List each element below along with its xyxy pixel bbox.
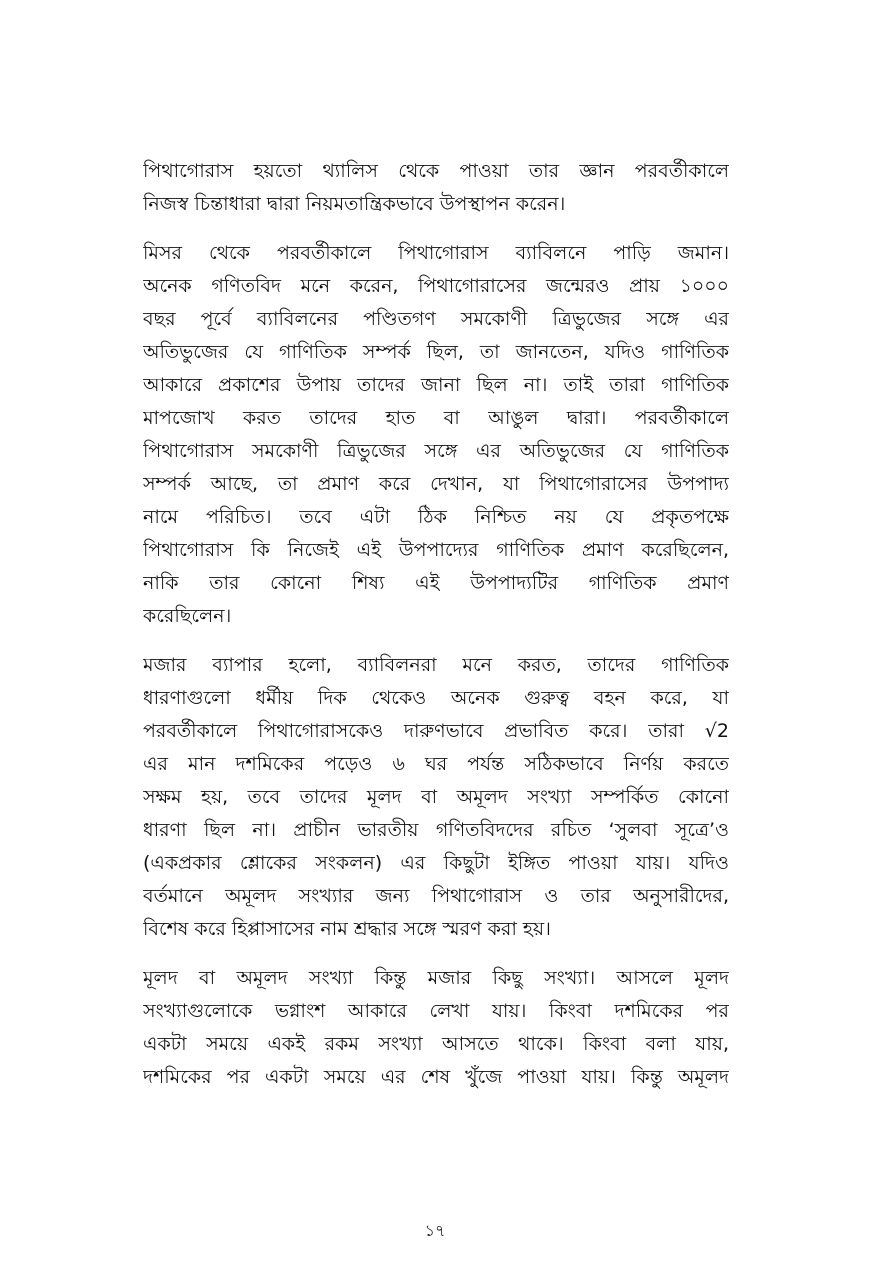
text-line: একটা সময়ে একই রকম সংখ্যা আসতে থাকে। কিংবা বলা যায়, <box>143 1033 729 1055</box>
text-line: বছর পূর্বে ব্যাবিলনের পণ্ডিতগণ সমকোণী ত্রিভুজের সঙ্গে এর <box>143 308 729 330</box>
text-line: সম্পর্ক আছে, তা প্রমাণ করে দেখান, যা পিথাগোরাসের উপপাদ্য <box>143 473 729 495</box>
paragraph-1 <box>143 155 729 221</box>
text-line: দশমিকের পর একটা সময়ে এর শেষ খুঁজে পাওয়া যায়। কিন্তু অমূলদ <box>143 1066 729 1088</box>
text-line: আকারে প্রকাশের উপায় তাদের জানা ছিল না। তাই তারা গাণিতিক <box>143 374 729 396</box>
text-line: (একপ্রকার শ্লোকের সংকলন) এর কিছুটা ইঙ্গিত পাওয়া যায়। যদিও <box>143 852 729 874</box>
text-line: নামে পরিচিত। তবে এটা ঠিক নিশ্চিত নয় যে প্রকৃতপক্ষে <box>143 506 729 528</box>
paragraph-4 <box>143 962 729 1094</box>
text-line: এর মান দশমিকের পড়েও ৬ ঘর পর্যন্ত সঠিকভাবে নির্ণয় করতে <box>143 753 729 775</box>
text-line: পিথাগোরাস সমকোণী ত্রিভুজের সঙ্গে এর অতিভুজের যে গাণিতিক <box>143 440 729 462</box>
text-line: বিশেষ করে হিপ্পাসাসের নাম শ্রদ্ধার সঙ্গে স্মরণ করা হয়। <box>143 918 551 940</box>
text-line: পিথাগোরাস কি নিজেই এই উপপাদ্যের গাণিতিক প্রমাণ করেছিলেন, <box>143 539 729 561</box>
text-line: মূলদ বা অমূলদ সংখ্যা কিন্তু মজার কিছু সংখ্যা। আসলে মূলদ <box>143 967 729 989</box>
text-line: পিথাগোরাস হয়তো থ্যালিস থেকে পাওয়া তার জ্ঞান পরবর্তীকালে <box>143 160 729 182</box>
text-line: অতিভুজের যে গাণিতিক সম্পর্ক ছিল, তা জানতেন, যদিও গাণিতিক <box>143 341 729 363</box>
text-line: সংখ্যাগুলোকে ভগ্নাংশ আকারে লেখা যায়। কিংবা দশমিকের পর <box>143 1000 729 1022</box>
paragraph-3 <box>143 649 729 946</box>
text-line: ধারণা ছিল না। প্রাচীন ভারতীয় গণিতবিদদের রচিত ‘সুলবা সূত্রে’ও <box>143 819 729 841</box>
text-line: নাকি তার কোনো শিষ্য এই উপপাদ্যটির গাণিতিক প্রমাণ <box>143 572 729 594</box>
text-line: মাপজোখ করত তাদের হাত বা আঙুল দ্বারা। পরবর্তীকালে <box>143 407 729 429</box>
text-line: নিজস্ব চিন্তাধারা দ্বারা নিয়মতান্ত্রিকভাবে উপস্থাপন করেন। <box>143 193 566 215</box>
text-line: বর্তমানে অমূলদ সংখ্যার জন্য পিথাগোরাস ও তার অনুসারীদের, <box>143 885 729 907</box>
page-number: ১৭ <box>424 1221 446 1240</box>
text-line: মজার ব্যাপার হলো, ব্যাবিলনরা মনে করত, তাদের গাণিতিক <box>143 654 729 676</box>
text-line: মিসর থেকে পরবর্তীকালে পিথাগোরাস ব্যাবিলনে পাড়ি জমান। <box>143 242 729 264</box>
text-line: সক্ষম হয়, তবে তাদের মূলদ বা অমূলদ সংখ্যা সম্পর্কিত কোনো <box>143 786 729 808</box>
paragraph-2 <box>143 237 729 633</box>
text-line: অনেক গণিতবিদ মনে করেন, পিথাগোরাসের জন্মেরও প্রায় ১০০০ <box>143 275 729 297</box>
text-line: ধারণাগুলো ধর্মীয় দিক থেকেও অনেক গুরুত্ব বহন করে, যা <box>143 687 729 709</box>
page-body <box>143 155 729 1110</box>
text-line: করেছিলেন। <box>143 605 232 627</box>
text-line: পরবর্তীকালে পিথাগোরাসকেও দারুণভাবে প্রভাবিত করে। তারা √2 <box>143 720 729 742</box>
